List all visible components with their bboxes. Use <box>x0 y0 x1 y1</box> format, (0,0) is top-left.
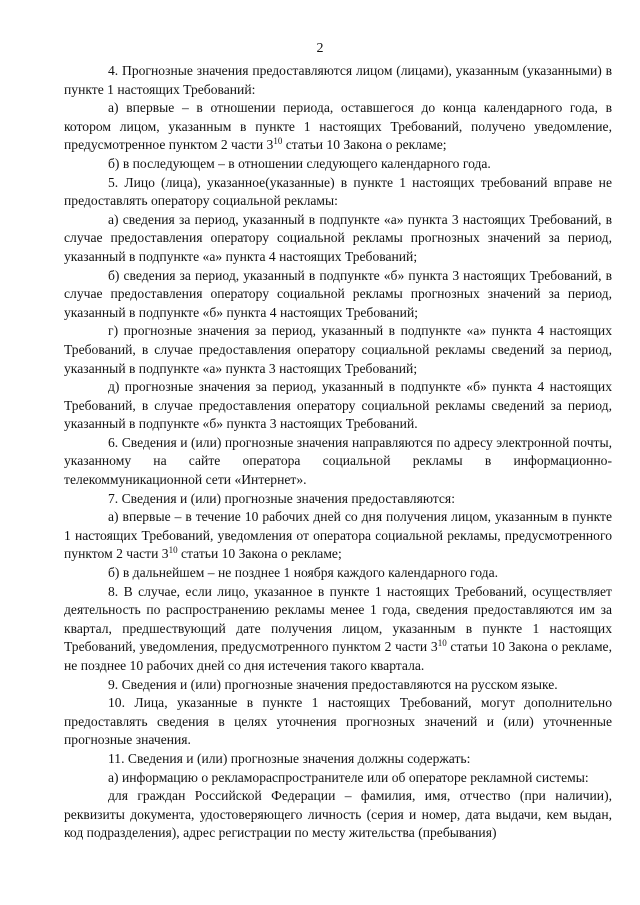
paragraph-text: д) прогнозные значения за период, указанный в подпункте «б» пункта 4 настоящих Требований, в случае предоставления оператору социальной рекламы сведений за период, указанный в подпункте «б» пункта 3 настоящих Требований. <box>64 379 612 432</box>
paragraph-text: 11. Сведения и (или) прогнозные значения должны содержать: <box>108 750 471 766</box>
paragraph-5g <box>64 322 612 378</box>
paragraph-5a <box>64 211 612 267</box>
paragraph-text: а) сведения за период, указанный в подпункте «а» пункта 3 настоящих Требований, в случае предоставления оператору социальной рекламы прогнозных значений за период, указанный в подпункте «а» пункта 4 настоящих Требований; <box>64 211 612 264</box>
paragraph-text: 4. Прогнозные значения предоставляются лицом (лицами), указанным (указанными) в пункте 1 настоящих Требований: <box>64 63 612 97</box>
paragraph-text-tail: статьи 10 Закона о рекламе; <box>177 546 342 562</box>
page-number: 2 <box>316 41 324 56</box>
paragraph-text: для граждан Российской Федерации – фамилия, имя, отчество (при наличии), реквизиты документа, удостоверяющего личность (серия и номер, дата выдачи, кем выдан, код подразделения), адрес регистрации по месту жительства (пребывания) <box>64 788 612 841</box>
paragraph-text-tail: статьи 10 Закона о рекламе, не позднее 10 рабочих дней со дня истечения такого квартала. <box>64 639 612 673</box>
paragraph-4b <box>64 155 612 174</box>
paragraph-7a <box>64 508 612 564</box>
paragraph-5b <box>64 267 612 323</box>
paragraph-4 <box>64 62 612 99</box>
paragraph-8 <box>64 583 612 676</box>
paragraph-text: г) прогнозные значения за период, указанный в подпункте «а» пункта 4 настоящих Требований, в случае предоставления оператору социальной рекламы сведений за период, указанный в подпункте «а» пункта 3 настоящих Требований; <box>64 323 612 376</box>
paragraph-text: а) впервые – в отношении периода, оставшегося до конца календарного года, в котором лицом, указанным в пункте 1 настоящих Требований, получено уведомление, предусмотренное пунктом 2 части 3 <box>64 100 612 153</box>
paragraph-7 <box>64 490 612 509</box>
paragraph-11 <box>64 750 612 769</box>
paragraph-text: 6. Сведения и (или) прогнозные значения направляются по адресу электронной почты, указанному на сайте оператора социальной рекламы в информационно-телекоммуникационной сети «Интернет». <box>64 434 612 488</box>
paragraph-text: б) в дальнейшем – не позднее 1 ноября каждого календарного года. <box>108 565 499 581</box>
paragraph-text: б) в последующем – в отношении следующего календарного года. <box>108 155 491 171</box>
paragraph-text: 9. Сведения и (или) прогнозные значения предоставляются на русском языке. <box>108 676 558 692</box>
paragraph-11a <box>64 769 612 788</box>
paragraph-text: б) сведения за период, указанный в подпункте «б» пункта 3 настоящих Требований, в случае предоставления оператору социальной рекламы прогнозных значений за период, указанный в подпункте «б» пункта 4 настоящих Требований; <box>64 267 612 320</box>
paragraph-text: 8. В случае, если лицо, указанное в пункте 1 настоящих Требований, осуществляет деятельность по распространению рекламы менее 1 года, сведения предоставляются им за квартал, предшествующий дате получения лицом, указанным в пункте 1 настоящих Требований, уведомления, предусмотренного пунктом 2 части 3 <box>64 583 612 655</box>
paragraph-9 <box>64 676 612 695</box>
document-body <box>64 62 612 843</box>
paragraph-5 <box>64 174 612 211</box>
superscript: 10 <box>437 638 447 649</box>
paragraph-10 <box>64 694 612 750</box>
paragraph-4a <box>64 99 612 155</box>
superscript: 10 <box>273 136 283 147</box>
paragraph-text: а) впервые – в течение 10 рабочих дней со дня получения лицом, указанным в пункте 1 настоящих Требований, уведомления от оператора социальной рекламы, предусмотренного пунктом 2 части 3 <box>64 509 612 562</box>
paragraph-text: а) информацию о рекламораспространителе или об операторе рекламной системы: <box>108 769 589 785</box>
paragraph-11a-citizens <box>64 787 612 843</box>
paragraph-7b <box>64 564 612 583</box>
paragraph-text-tail: статьи 10 Закона о рекламе; <box>282 137 447 153</box>
paragraph-text: 5. Лицо (лица), указанное(указанные) в пункте 1 настоящих требований вправе не предоставлять оператору социальной рекламы: <box>64 174 612 209</box>
superscript: 10 <box>168 545 178 556</box>
paragraph-5d <box>64 378 612 434</box>
paragraph-text: 7. Сведения и (или) прогнозные значения предоставляются: <box>108 490 455 506</box>
paragraph-text: 10. Лица, указанные в пункте 1 настоящих Требований, могут дополнительно предоставлять сведения в целях уточнения прогнозных значений и (или) уточненные прогнозные значения. <box>64 695 612 748</box>
paragraph-6 <box>64 434 612 490</box>
